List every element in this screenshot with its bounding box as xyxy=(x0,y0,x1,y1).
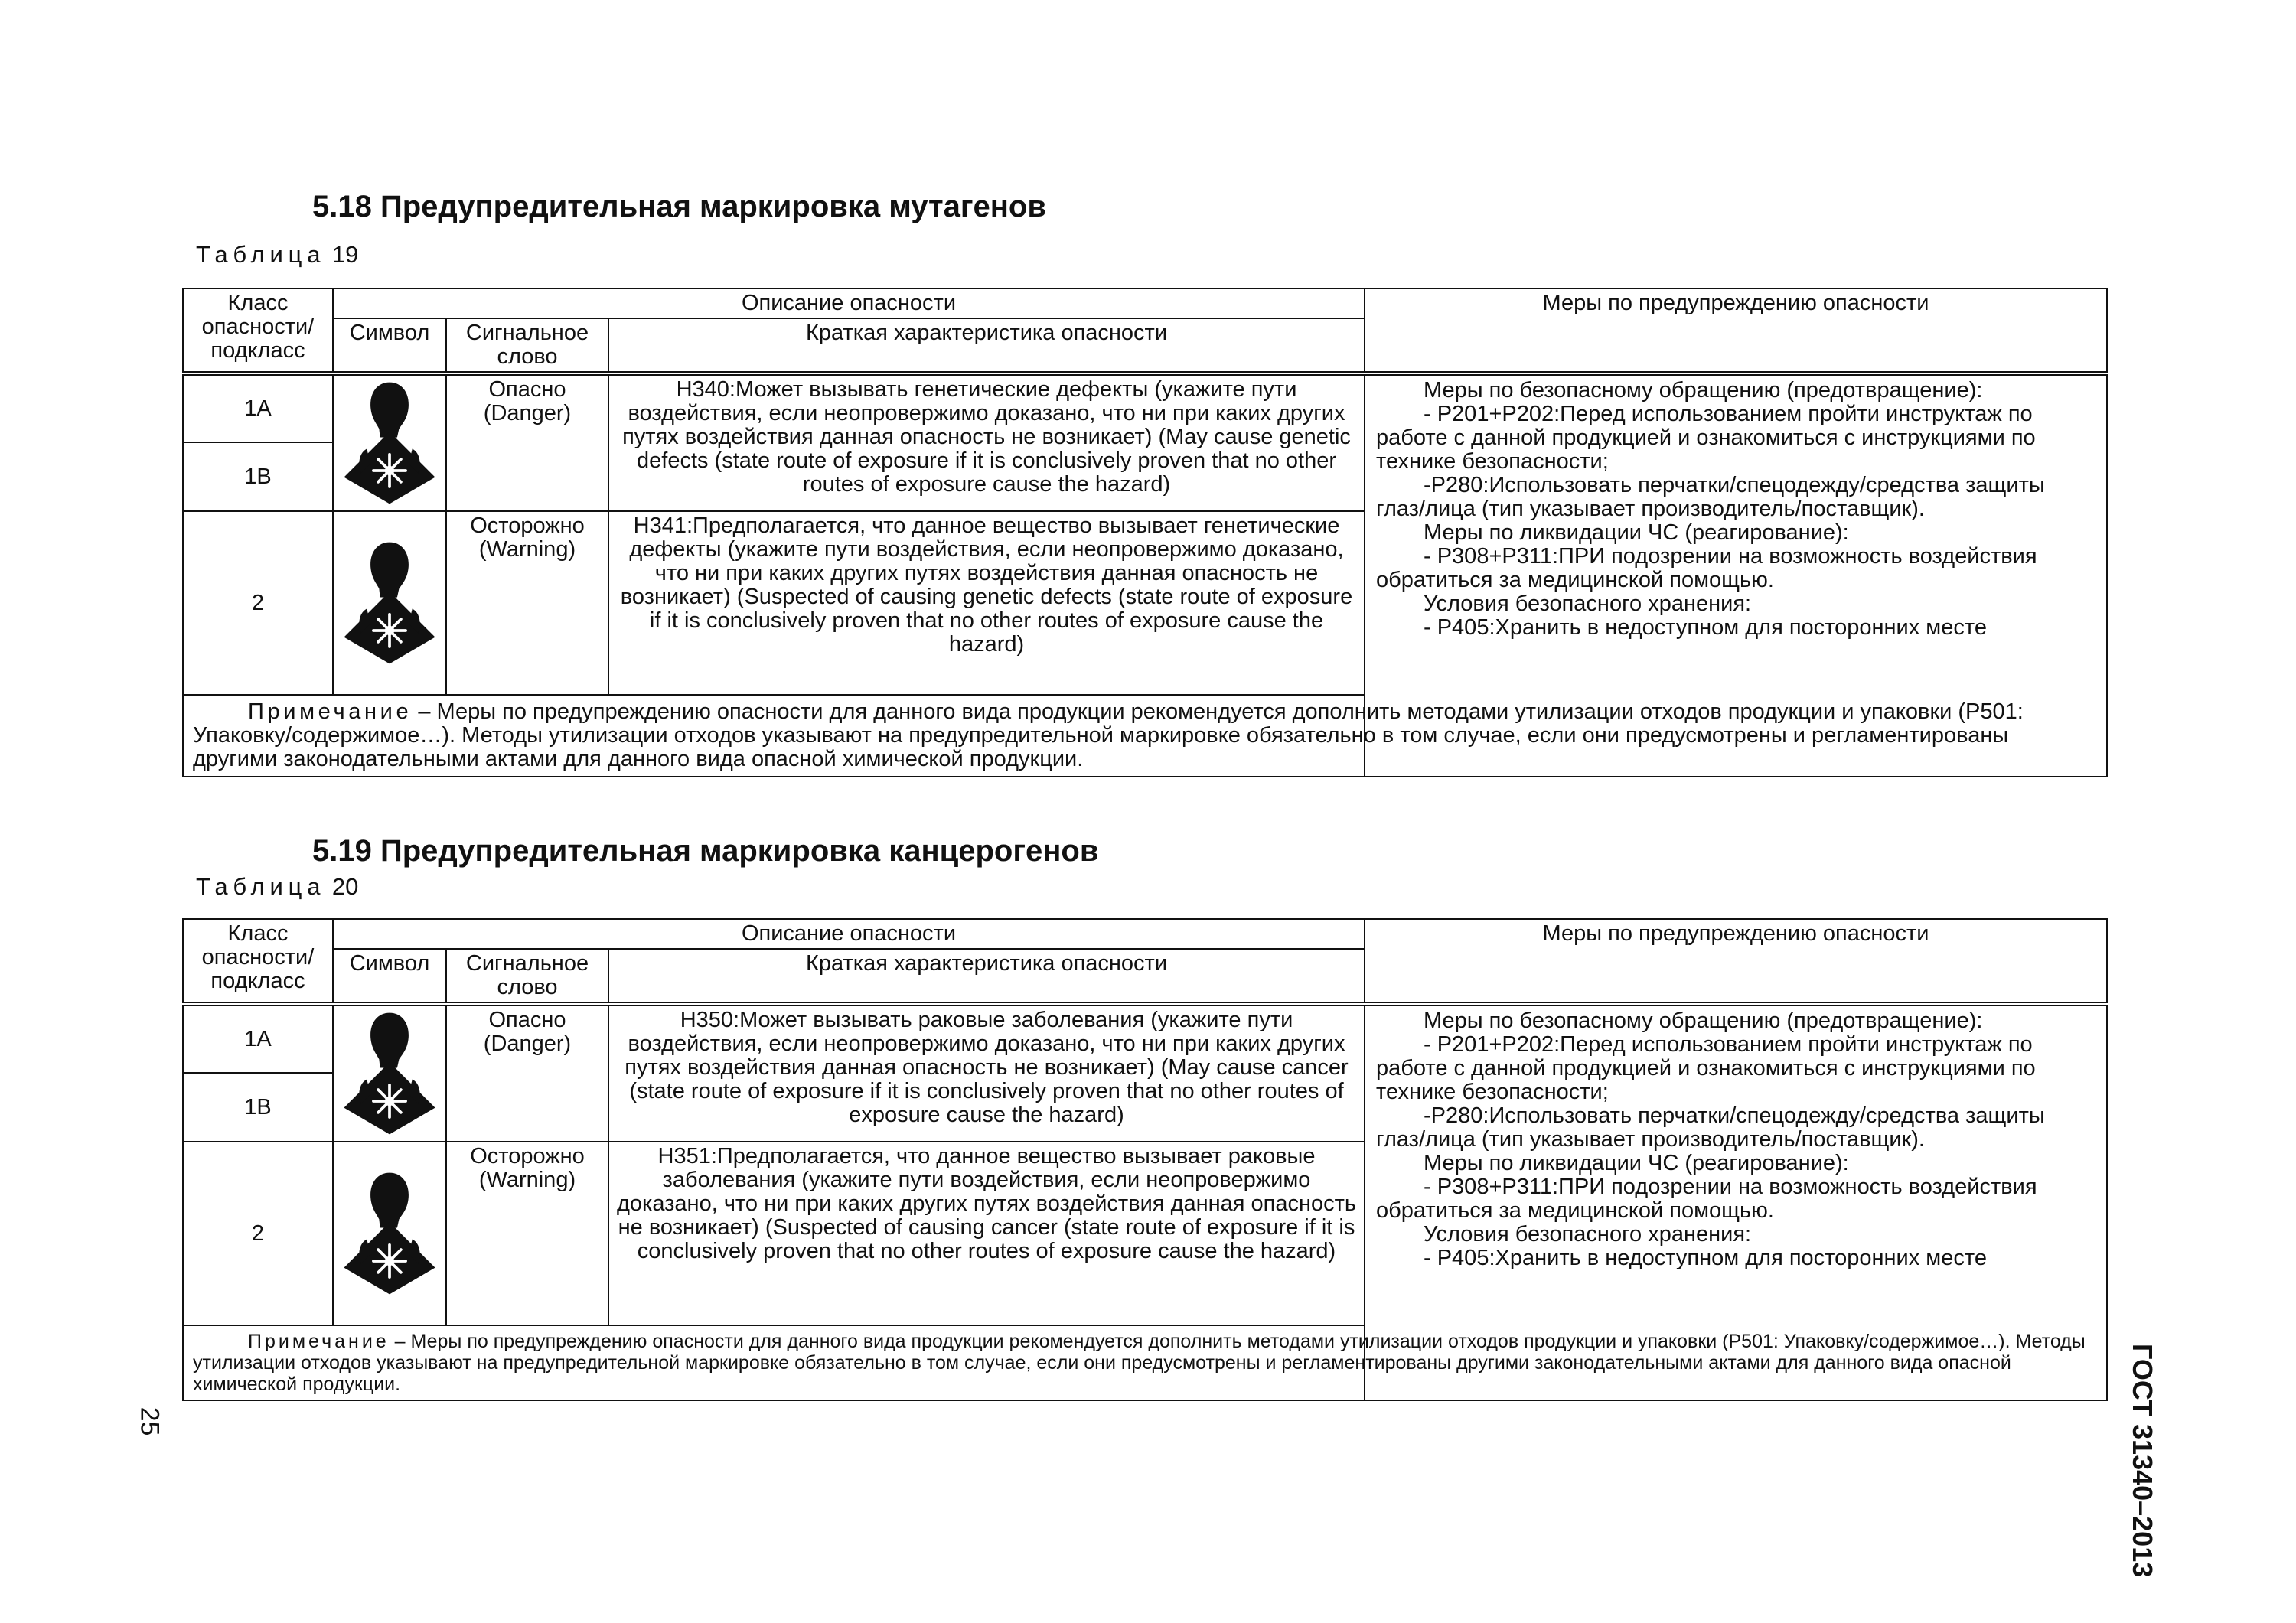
health-hazard-icon xyxy=(342,540,437,666)
page-number: 25 xyxy=(135,1406,165,1436)
table-caption-20 xyxy=(196,872,358,901)
header-measures: Меры по предупреждению опасности xyxy=(1365,919,2107,1004)
note-row xyxy=(183,1325,2107,1400)
measure-line: - P308+P311:ПРИ подозрении на возможность воздействия обратиться за медицинской помощью. xyxy=(1376,1175,2037,1223)
header-class: Класс опасности/ подкласс xyxy=(183,288,333,373)
table-row xyxy=(183,373,2107,442)
hazard-statement-cell: H341:Предполагается, что данное вещество вызывает генетические дефекты (укажите пути воздействия, если неопровержимо доказано, что ни при каких других путях воздействия данная опасность не возникает) (Suspected of causing genetic defects (state route of exposure if it is conclusively proven that no other routes of exposure cause the hazard) xyxy=(608,511,1365,695)
measure-line: Меры по безопасному обращению (предотвращение): xyxy=(1424,378,1983,402)
header-class: Класс опасности/ подкласс xyxy=(183,919,333,1004)
header-description: Описание опасности xyxy=(333,919,1365,949)
symbol-cell xyxy=(333,1142,446,1325)
table-caption-label: Таблица xyxy=(196,873,326,900)
hazard-statement-cell: H350:Может вызывать раковые заболевания (укажите пути воздействия, если неопровержимо доказано, что ни при каких других путях воздействия данная опасность не возникает) (May cause cancer (state route of exposure if it is conclusively proven that no other routes of exposure cause the hazard) xyxy=(608,1004,1365,1142)
hazard-statement-cell: H340:Может вызывать генетические дефекты (укажите пути воздействия, если неопровержимо доказано, что ни при каких других путях воздействия данная опасность не возникает) (May cause genetic defects (state route of exposure if it is conclusively proven that no other routes of exposure cause the hazard) xyxy=(608,373,1365,511)
class-cell: 1A xyxy=(183,373,333,442)
health-hazard-icon xyxy=(342,1171,437,1296)
table-caption-number: 19 xyxy=(331,241,359,268)
hazard-table-19 xyxy=(182,288,2108,777)
note-label: Примечание xyxy=(248,1331,390,1352)
measure-line: Меры по безопасному обращению (предотвращение): xyxy=(1424,1009,1983,1033)
header-row-1 xyxy=(183,919,2107,949)
header-row-1 xyxy=(183,288,2107,318)
signal-word-cell: Опасно (Danger) xyxy=(446,1004,608,1142)
measure-line: - P201+P202:Перед использованием пройти инструктаж по работе с данной продукцией и ознакомиться с инструкциями по технике безопасности; xyxy=(1376,402,2036,474)
standard-code: ГОСТ 31340–2013 xyxy=(2127,1344,2158,1578)
measure-line: - P405:Хранить в недоступном для посторонних месте xyxy=(1424,615,1987,640)
class-cell: 2 xyxy=(183,511,333,695)
class-cell: 1B xyxy=(183,1073,333,1142)
symbol-cell xyxy=(333,1004,446,1142)
class-cell: 1B xyxy=(183,442,333,511)
measure-line: -P280:Использовать перчатки/спецодежду/средства защиты глаз/лица (тип указывает производитель/поставщик). xyxy=(1376,1103,2045,1152)
health-hazard-icon xyxy=(342,380,437,506)
measure-line: - P308+P311:ПРИ подозрении на возможность воздействия обратиться за медицинской помощью. xyxy=(1376,544,2037,592)
measure-line: Условия безопасного хранения: xyxy=(1424,592,1752,616)
signal-word-cell: Опасно (Danger) xyxy=(446,373,608,511)
header-description: Описание опасности xyxy=(333,288,1365,318)
hazard-statement-cell: H351:Предполагается, что данное вещество вызывает раковые заболевания (укажите пути воздействия, если неопровержимо доказано, что ни при каких других путях воздействия данная опасность не возникает) (Suspected of causing cancer (state route of exposure if it is conclusively proven that no other routes of exposure cause the hazard) xyxy=(608,1142,1365,1325)
table-note xyxy=(183,695,2107,777)
header-short-characteristic: Краткая характеристика опасности xyxy=(608,949,1365,1004)
class-cell: 1A xyxy=(183,1004,333,1073)
table-caption-number: 20 xyxy=(331,873,359,900)
header-signal-word: Сигнальное слово xyxy=(446,949,608,1004)
signal-word-cell: Осторожно (Warning) xyxy=(446,511,608,695)
header-short-characteristic: Краткая характеристика опасности xyxy=(608,318,1365,373)
measure-line: - P405:Хранить в недоступном для посторонних месте xyxy=(1424,1246,1987,1270)
symbol-cell xyxy=(333,511,446,695)
section-heading-5-19: 5.19 Предупредительная маркировка канцерогенов xyxy=(312,834,1099,868)
header-measures: Меры по предупреждению опасности xyxy=(1365,288,2107,373)
table-caption-label: Таблица xyxy=(196,241,326,268)
note-row xyxy=(183,695,2107,777)
measure-line: Условия безопасного хранения: xyxy=(1424,1222,1752,1247)
header-symbol: Символ xyxy=(333,318,446,373)
measure-line: - P201+P202:Перед использованием пройти инструктаж по работе с данной продукцией и ознакомиться с инструкциями по технике безопасности; xyxy=(1376,1032,2036,1104)
note-text: – Меры по предупреждению опасности для данного вида продукции рекомендуется дополнить методами утилизации отходов продукции и упаковки (P501: Упаковку/содержимое…). Методы утилизации отходов указывают на предупредительной маркировке обязательно в том случае, если они предусмотрены и регламентированы другими законодательными актами для данного вида опасной химической продукции. xyxy=(193,1331,2086,1395)
table-row xyxy=(183,1004,2107,1073)
symbol-cell xyxy=(333,373,446,511)
table-caption-19 xyxy=(196,240,358,269)
measure-line: Меры по ликвидации ЧС (реагирование): xyxy=(1424,520,1849,545)
header-symbol: Символ xyxy=(333,949,446,1004)
header-signal-word: Сигнальное слово xyxy=(446,318,608,373)
section-heading-5-18: 5.18 Предупредительная маркировка мутагенов xyxy=(312,190,1046,223)
health-hazard-icon xyxy=(342,1011,437,1136)
measure-line: Меры по ликвидации ЧС (реагирование): xyxy=(1424,1151,1849,1175)
class-cell: 2 xyxy=(183,1142,333,1325)
note-text: – Меры по предупреждению опасности для данного вида продукции рекомендуется дополнить методами утилизации отходов продукции и упаковки (P501: Упаковку/содержимое…). Методы утилизации отходов указывают на предупредительной маркировке обязательно в том случае, если они предусмотрены и регламентированы другими законодательными актами для данного вида опасной химической продукции. xyxy=(193,699,2024,771)
measure-line: -P280:Использовать перчатки/спецодежду/средства защиты глаз/лица (тип указывает производитель/поставщик). xyxy=(1376,473,2045,521)
signal-word-cell: Осторожно (Warning) xyxy=(446,1142,608,1325)
table-note xyxy=(183,1325,2107,1400)
note-label: Примечание xyxy=(248,699,413,724)
hazard-table-20 xyxy=(182,918,2108,1401)
